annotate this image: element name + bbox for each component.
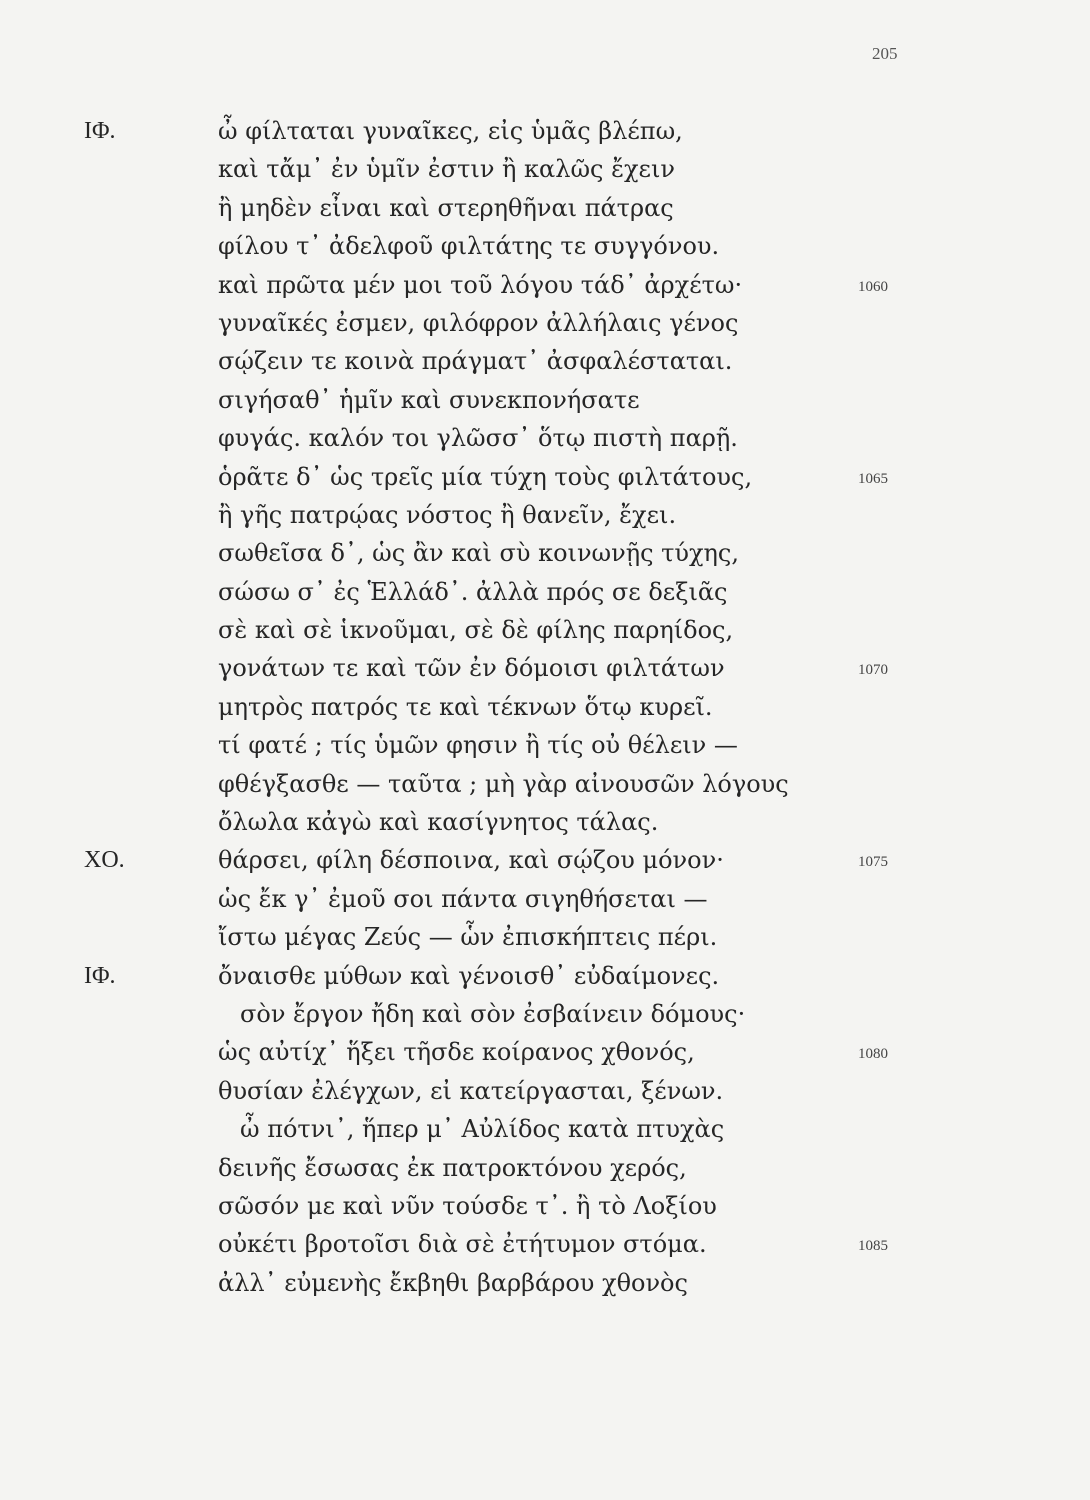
verse-text-line: καὶ τἄμ᾽ ἐν ὑμῖν ἐστιν ἢ καλῶς ἔχειν: [218, 155, 675, 184]
verse-line: [0, 1110, 1090, 1148]
verse-text-line: μητρὸς πατρός τε καὶ τέκνων ὅτῳ κυρεῖ.: [218, 692, 713, 721]
verse-text-line: σιγήσαθ᾽ ἡμῖν καὶ συνεκπονήσατε: [218, 385, 640, 414]
verse-text-line: τί φατέ ; τίς ὑμῶν φησιν ἢ τίς οὐ θέλειν —: [218, 731, 738, 760]
verse-line: [0, 1072, 1090, 1110]
verse-text-line: θάρσει, φίλη δέσποινα, καὶ σῴζου μόνον·: [218, 846, 724, 875]
verse-text-line: σώσω σ᾽ ἐς Ἑλλάδ᾽. ἀλλὰ πρός σε δεξιᾶς: [218, 577, 728, 606]
speaker-label: ΙΦ.: [84, 118, 116, 144]
verse-text-line: ὦ πότνι᾽, ἥπερ μ᾽ Αὐλίδος κατὰ πτυχὰς: [240, 1115, 725, 1144]
verse-text-line: ἢ μηδὲν εἶναι καὶ στερηθῆναι πάτρας: [218, 193, 674, 222]
verse-line: [0, 880, 1090, 918]
verse-line: [0, 803, 1090, 841]
line-number: 1065: [858, 470, 888, 487]
line-number: 1075: [858, 854, 888, 871]
verse-line: [0, 304, 1090, 342]
verse-text-line: ὄλωλα κἀγὼ καὶ κασίγνητος τάλας.: [218, 808, 659, 837]
verse-text-line: ὄναισθε μύθων καὶ γένοισθ᾽ εὐδαίμονες.: [218, 961, 720, 990]
verse-text-line: σῶσόν με καὶ νῦν τούσδε τ᾽. ἢ τὸ Λοξίου: [218, 1191, 717, 1220]
page-number: 205: [872, 44, 898, 63]
verse-line: [0, 1149, 1090, 1187]
verse-text-line: σωθεῖσα δ᾽, ὡς ἂν καὶ σὺ κοινωνῇς τύχης,: [218, 539, 740, 568]
verse-line: [0, 649, 1090, 687]
verse-line: [0, 1033, 1090, 1071]
speaker-label: ΧΟ.: [84, 847, 125, 874]
line-number: 1085: [858, 1238, 888, 1255]
verse-line: [0, 534, 1090, 572]
verse-line: [0, 765, 1090, 803]
verse-text-line: δεινῆς ἔσωσας ἐκ πατροκτόνου χερός,: [218, 1153, 687, 1182]
verse-text-line: φθέγξασθε — ταῦτα ; μὴ γὰρ αἰνουσῶν λόγους: [218, 769, 789, 798]
verse-line: [0, 688, 1090, 726]
verse-text-line: φίλου τ᾽ ἀδελφοῦ φιλτάτης τε συγγόνου.: [218, 232, 720, 261]
verse-line: [0, 342, 1090, 380]
verse-text-line: σὸν ἔργον ἤδη καὶ σὸν ἐσβαίνειν δόμους·: [240, 999, 746, 1028]
verse-text-line: ἀλλ᾽ εὐμενὴς ἔκβηθι βαρβάρου χθονὸς: [218, 1268, 688, 1297]
verse-line: [0, 227, 1090, 265]
verse-line: [0, 573, 1090, 611]
verse-line: [0, 496, 1090, 534]
line-number: 1080: [858, 1046, 888, 1063]
verse-line: [0, 458, 1090, 496]
verse-text: [0, 112, 1090, 1302]
verse-line: [0, 841, 1090, 879]
verse-text-line: καὶ πρῶτα μέν μοι τοῦ λόγου τάδ᾽ ἀρχέτω·: [218, 270, 743, 299]
verse-line: [0, 611, 1090, 649]
verse-line: [0, 1187, 1090, 1225]
verse-line: [0, 957, 1090, 995]
verse-line: [0, 189, 1090, 227]
verse-line: [0, 150, 1090, 188]
verse-text-line: σὲ καὶ σὲ ἱκνοῦμαι, σὲ δὲ φίλης παρηίδος,: [218, 616, 734, 645]
verse-text-line: ὡς αὐτίχ᾽ ἥξει τῆσδε κοίρανος χθονός,: [218, 1038, 695, 1067]
verse-text-line: ὁρᾶτε δ᾽ ὡς τρεῖς μία τύχη τοὺς φιλτάτους,: [218, 462, 753, 491]
verse-text-line: ἴστω μέγας Ζεύς — ὧν ἐπισκήπτεις πέρι.: [218, 923, 718, 952]
verse-text-line: οὐκέτι βροτοῖσι διὰ σὲ ἐτήτυμον στόμα.: [218, 1230, 707, 1259]
verse-text-line: σῴζειν τε κοινὰ πράγματ᾽ ἀσφαλέσταται.: [218, 347, 733, 376]
verse-line: [0, 918, 1090, 956]
verse-text-line: ὡς ἔκ γ᾽ ἐμοῦ σοι πάντα σιγηθήσεται —: [218, 884, 708, 913]
verse-line: [0, 726, 1090, 764]
verse-text-line: γονάτων τε καὶ τῶν ἐν δόμοισι φιλτάτων: [218, 654, 725, 683]
verse-text-line: γυναῖκές ἐσμεν, φιλόφρον ἀλλήλαις γένος: [218, 308, 739, 337]
verse-line: [0, 1225, 1090, 1263]
verse-text-line: ἢ γῆς πατρῴας νόστος ἢ θανεῖν, ἔχει.: [218, 500, 677, 529]
verse-line: [0, 266, 1090, 304]
verse-text-line: ὦ φίλταται γυναῖκες, εἰς ὑμᾶς βλέπω,: [218, 117, 683, 145]
line-number: 1070: [858, 662, 888, 679]
verse-line: [0, 381, 1090, 419]
verse-text-line: θυσίαν ἐλέγχων, εἰ κατείργασται, ξένων.: [218, 1076, 724, 1105]
verse-line: [0, 995, 1090, 1033]
verse-line: [0, 419, 1090, 457]
line-number: 1060: [858, 278, 888, 295]
verse-text-line: φυγάς. καλόν τοι γλῶσσ᾽ ὅτῳ πιστὴ παρῇ.: [218, 424, 738, 453]
speaker-label: ΙΦ.: [84, 962, 116, 989]
verse-line: [0, 1264, 1090, 1302]
verse-line: [0, 112, 1090, 150]
